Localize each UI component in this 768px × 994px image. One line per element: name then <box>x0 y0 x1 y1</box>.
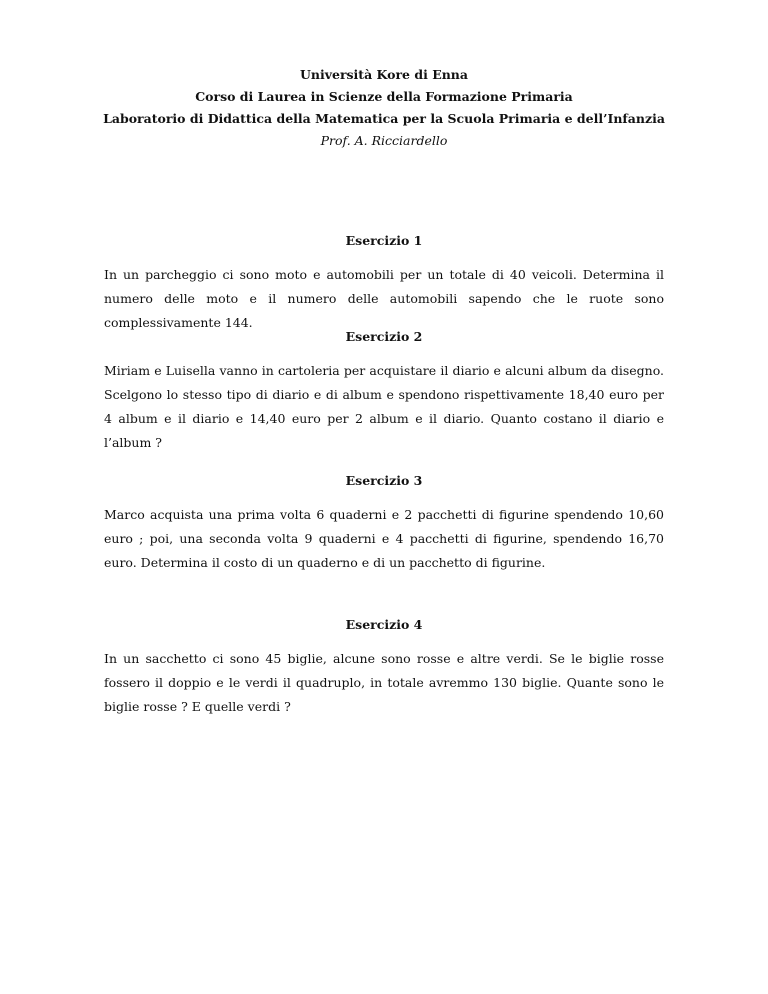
exercise-text: In un parcheggio ci sono moto e automobili per un totale di 40 veicoli. Determina il numero delle moto e il numero delle automobili sapendo che le ruote sono complessivamente 144. <box>104 267 664 330</box>
university-name: Università Kore di Enna <box>299 67 468 82</box>
lab-name: Laboratorio di Didattica della Matematica per la Scuola Primaria e dell’Infanzia <box>103 111 665 126</box>
exercise-3 <box>104 473 664 575</box>
exercise-title: Esercizio 4 <box>345 617 423 632</box>
exercise-2 <box>104 329 664 455</box>
course-name: Corso di Laurea in Scienze della Formazione Primaria <box>195 89 573 104</box>
exercise-text: Marco acquista una prima volta 6 quaderni e 2 pacchetti di figurine spendendo 10,60 euro ; poi, una seconda volta 9 quaderni e 4 pacchetti di figurine, spendendo 16,70 euro. Determina il costo di un quaderno e di un pacchetto di figurine. <box>104 507 664 570</box>
document-header <box>0 64 768 152</box>
exercise-1 <box>104 233 664 335</box>
exercise-text: Miriam e Luisella vanno in cartoleria per acquistare il diario e alcuni album da disegno. Scelgono lo stesso tipo di diario e di album e spendono rispettivamente 18,40 euro per 4 album e il diario e 14,40 euro per 2 album e il diario. Quanto costano il diario e l’album ? <box>104 363 664 450</box>
exercise-text: In un sacchetto ci sono 45 biglie, alcune sono rosse e altre verdi. Se le biglie rosse fossero il doppio e le verdi il quadruplo, in totale avremmo 130 biglie. Quante sono le biglie rosse ? E quelle verdi ? <box>104 651 664 714</box>
professor-name: Prof. A. Ricciardello <box>320 133 448 148</box>
exercise-title: Esercizio 1 <box>345 233 423 248</box>
exercise-title: Esercizio 3 <box>345 473 423 488</box>
exercise-title: Esercizio 2 <box>345 329 423 344</box>
exercise-4 <box>104 617 664 719</box>
